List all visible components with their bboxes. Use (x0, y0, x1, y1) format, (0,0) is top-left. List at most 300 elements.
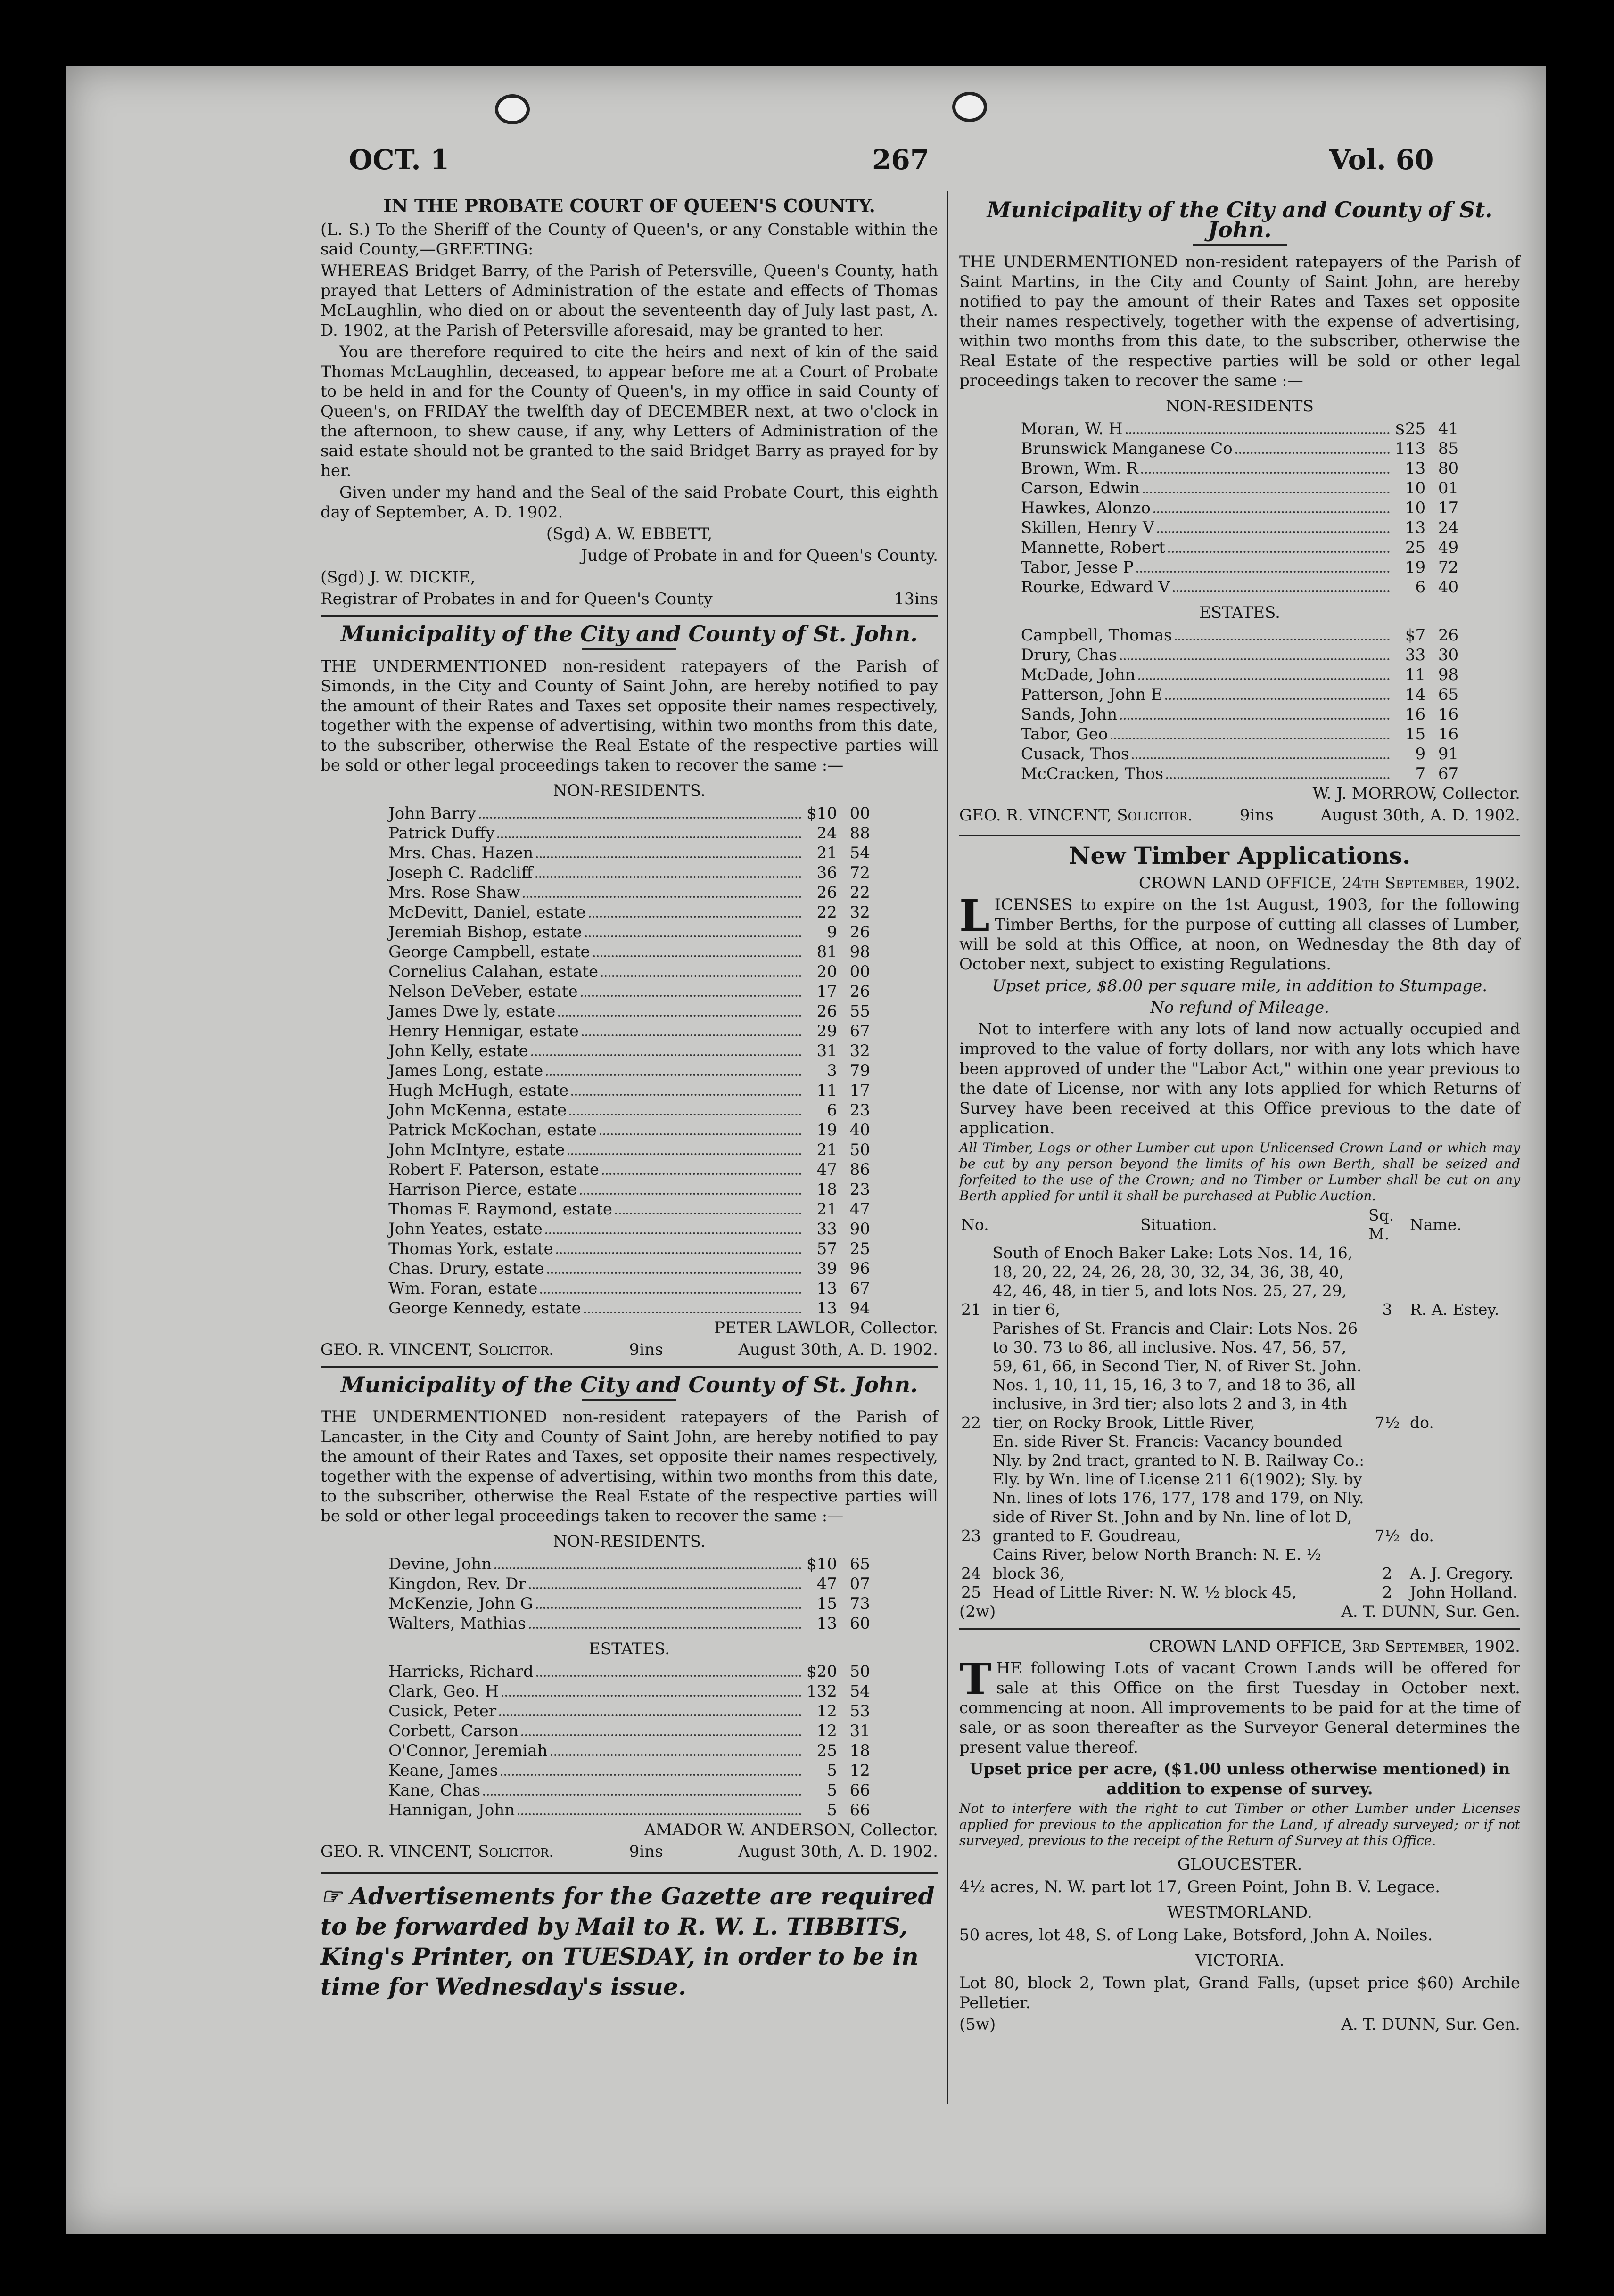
list-item (1021, 625, 1458, 645)
column-header: No. (961, 1215, 989, 1234)
ratepayer-name: Thomas F. Raymond, estate (388, 1200, 612, 1219)
amount-cents: 26 (849, 982, 870, 1001)
amount-cents: 55 (849, 1002, 870, 1021)
leader-dots (1153, 511, 1390, 513)
amount-dollars: 9 (1415, 745, 1426, 763)
insertion-count: 9ins (629, 1842, 663, 1861)
amount-cents: 23 (849, 1101, 870, 1120)
amount-dollars: 15 (816, 1594, 837, 1613)
right-column (959, 193, 1520, 2034)
amount-dollars: 39 (816, 1259, 837, 1278)
amount-dollars: 15 (1405, 725, 1426, 744)
table-row (959, 1545, 1520, 1583)
ratepayer-name: Hugh McHugh, estate (388, 1081, 569, 1100)
timber-notice (959, 835, 1520, 1622)
insertion-tag: (5w) (959, 2015, 996, 2034)
list-item (388, 1199, 870, 1219)
estates-list (1021, 625, 1458, 784)
amount-dollars: 24 (816, 824, 837, 843)
ratepayer-name: Thomas York, estate (388, 1239, 553, 1258)
leader-dots (536, 856, 801, 858)
column-header: Name. (1410, 1215, 1462, 1234)
upset-price: Upset price per acre, ($1.00 unless otherwise mentioned) in addition to expense of survey. (969, 1760, 1510, 1798)
list-item (388, 843, 870, 863)
list-item (388, 1180, 870, 1199)
amount-cents: 24 (1438, 518, 1459, 537)
ratepayer-name: Patrick Duffy (388, 824, 495, 843)
ratepayer-name: Robert F. Paterson, estate (388, 1160, 600, 1179)
amount-cents: 54 (849, 844, 870, 862)
ratepayer-name: Hannigan, John (388, 1801, 515, 1820)
leader-dots (501, 1774, 801, 1776)
ratepayer-name: George Kennedy, estate (388, 1299, 581, 1318)
collector: PETER LAWLOR, Collector. (714, 1319, 938, 1337)
volume-number: Vol. 60 (1329, 144, 1434, 176)
leader-dots (531, 1054, 801, 1056)
notice-intro: THE UNDERMENTIONED non-resident ratepayers of the Parish of Saint Martins, in the City and County of Saint John, are hereby notified to pay the amount of their Rates and Taxes set opposite their names respectively, together with the expense of advertising, within two months from this date, to the subscriber, otherwise the Real Estate of the respective parties will be sold or other legal proceedings taken to recover the same :— (959, 253, 1520, 390)
insertion-count: 13ins (894, 590, 938, 608)
amount-dollars: 11 (1405, 665, 1426, 684)
surveyor-general: A. T. DUNN, Sur. Gen. (1341, 1602, 1520, 1621)
advertising-notice: ☞ Advertisements for the Gazette are required to be forwarded by Mail to R. W. L. TIBBITS, King's Printer, on TUESDAY, in order to be in time for Wednesday's issue. (321, 1872, 938, 2002)
ratepayer-name: Henry Hennigar, estate (388, 1022, 579, 1041)
timber-paragraph: ICENSES to expire on the 1st August, 1903, for the following Timber Berths, for the purpose of cutting all classes of Lumber, will be sold at this Office, at noon, on Wednesday the 8th day of October next, subject to existing Regulations. (959, 895, 1520, 974)
amount-cents: 26 (849, 923, 870, 942)
list-item (1021, 558, 1458, 577)
leader-dots (1126, 432, 1390, 434)
amount-cents: 85 (1438, 439, 1459, 458)
amount-cents: 86 (849, 1160, 870, 1179)
amount-cents: 31 (849, 1722, 870, 1740)
ratepayer-name: Tabor, Geo (1021, 725, 1108, 744)
amount-dollars: 21 (816, 1200, 837, 1219)
probate-address: (L. S.) To the Sheriff of the County of Queen's, or any Constable within the said County,—GREETING: (321, 220, 938, 259)
applicant-name: R. A. Estey. (1410, 1300, 1499, 1319)
leader-dots (568, 1153, 801, 1155)
amount-cents: 60 (849, 1614, 870, 1633)
list-item (1021, 439, 1458, 459)
amount-cents: 94 (849, 1299, 870, 1318)
amount-cents: 54 (849, 1682, 870, 1701)
ratepayer-name: George Campbell, estate (388, 943, 590, 961)
collector: AMADOR W. ANDERSON, Collector. (644, 1820, 938, 1839)
ratepayer-name: Mrs. Rose Shaw (388, 883, 520, 902)
amount-cents: 96 (849, 1259, 870, 1278)
list-item (388, 1041, 870, 1061)
leader-dots (523, 896, 801, 898)
amount-cents: 66 (849, 1801, 870, 1820)
list-heading: NON-RESIDENTS. (553, 781, 706, 800)
list-item (388, 1800, 870, 1820)
list-item (388, 982, 870, 1001)
list-item (388, 1761, 870, 1780)
amount-cents: 91 (1438, 745, 1459, 763)
amount-dollars: 81 (816, 943, 837, 961)
ratepayer-name: John Barry (388, 804, 476, 823)
amount-dollars: 17 (816, 982, 837, 1001)
ratepayer-name: John McKenna, estate (388, 1101, 567, 1120)
amount-dollars: 26 (816, 1002, 837, 1021)
ratepayer-name: Harrison Pierce, estate (388, 1180, 577, 1199)
ratepayer-list (388, 804, 870, 1318)
leader-dots (494, 1567, 801, 1569)
amount-dollars: 19 (1405, 558, 1426, 577)
ratepayer-name: Brown, Wm. R (1021, 459, 1138, 478)
notice-intro: THE UNDERMENTIONED non-resident ratepayers of the Parish of Lancaster, in the City and County of Saint John, are hereby notified to pay the amount of their Rates and Taxes, set opposite their names respectively, together with the expense of advertising, within two months from this date, to the subscriber, otherwise the Real Estate of the respective parties will be sold or other legal proceedings taken to recover the same :— (321, 1408, 938, 1525)
square-miles: 2 (1382, 1564, 1392, 1583)
ratepayer-name: James Dwe ly, estate (388, 1002, 556, 1021)
berth-number: 24 (961, 1564, 981, 1583)
amount-cents: 67 (1438, 764, 1459, 783)
list-heading: ESTATES. (588, 1640, 670, 1658)
amount-dollars: 26 (816, 883, 837, 902)
notice-intro: THE UNDERMENTIONED non-resident ratepayers of the Parish of Simonds, in the City and County of Saint John, are hereby notified to pay the amount of their Rates and Taxes set opposite their names respectively, together with the expense of advertising, within two months from this date, to the subscriber, otherwise the Real Estate of the respective parties will be sold or other legal proceedings taken to recover the same :— (321, 657, 938, 775)
ratepayer-name: Drury, Chas (1021, 646, 1117, 664)
amount-dollars: 31 (816, 1041, 837, 1060)
leader-dots (584, 1312, 801, 1313)
amount-dollars: 132 (806, 1682, 837, 1701)
amount-cents: 01 (1438, 479, 1459, 498)
ratepayer-name: Cusick, Peter (388, 1702, 497, 1721)
leader-dots (1120, 658, 1390, 660)
table-row (959, 1319, 1520, 1432)
leader-dots (593, 955, 801, 957)
amount-cents: 88 (849, 824, 870, 843)
amount-dollars: 12 (816, 1722, 837, 1740)
list-item (388, 1219, 870, 1239)
column-header: Sq. M. (1368, 1206, 1394, 1243)
ratepayer-name: Patterson, John E (1021, 685, 1163, 704)
list-item (388, 1001, 870, 1021)
ratepayer-name: John Yeates, estate (388, 1220, 543, 1238)
list-item (1021, 744, 1458, 764)
leader-dots (547, 1272, 801, 1274)
timber-paragraph: Not to interfere with any lots of land now actually occupied and improved to the value of forty dollars, nor with any lots which have been approved of under the "Labor Act," within one year previous to the date of License, nor with any lots applied for which Returns of Survey have been received at this Office previous to the date of application. (959, 1020, 1520, 1138)
list-item (1021, 724, 1458, 744)
ratepayer-name: Cusack, Thos (1021, 745, 1129, 763)
upset-price: Upset price, $8.00 per square mile, in addition to Stumpage. (992, 976, 1488, 995)
list-item (388, 883, 870, 902)
amount-dollars: 36 (816, 863, 837, 882)
amount-dollars: 13 (1405, 518, 1426, 537)
crown-lands-notice (959, 1628, 1520, 2034)
list-item (388, 1239, 870, 1259)
amount-cents: 98 (849, 943, 870, 961)
column-header: Situation. (1140, 1215, 1217, 1234)
leader-dots (521, 1734, 801, 1736)
list-item (388, 1061, 870, 1081)
list-item (388, 1681, 870, 1701)
ratepayer-name: Carson, Edwin (1021, 479, 1140, 498)
amount-cents: 40 (1438, 578, 1459, 597)
list-item (388, 1259, 870, 1279)
amount-dollars: 12 (816, 1702, 837, 1721)
lancaster-notice (321, 1366, 938, 1861)
timber-title: New Timber Applications. (959, 835, 1520, 866)
table-row (959, 1432, 1520, 1545)
judge-signature: (Sgd) A. W. EBBETT, (546, 525, 713, 543)
amount-dollars: 33 (816, 1220, 837, 1238)
ratepayer-name: Mrs. Chas. Hazen (388, 844, 534, 862)
leader-dots (546, 1074, 801, 1076)
list-item (388, 1120, 870, 1140)
insertion-tag: (2w) (959, 1602, 996, 1621)
amount-cents: 98 (1438, 665, 1459, 684)
ratepayer-name: Patrick McKochan, estate (388, 1121, 597, 1140)
list-item (1021, 665, 1458, 685)
land-lot: 50 acres, lot 48, S. of Long Lake, Botsford, John A. Noiles. (959, 1926, 1433, 1944)
leader-dots (571, 1094, 801, 1096)
list-item (1021, 459, 1458, 478)
list-item (1021, 538, 1458, 558)
leader-dots (540, 1292, 801, 1294)
list-item (1021, 645, 1458, 665)
ratepayer-name: Tabor, Jesse P (1021, 558, 1134, 577)
amount-cents: 16 (1438, 705, 1459, 724)
list-item (388, 1721, 870, 1741)
solicitor: GEO. R. VINCENT, Solicitor. (321, 1842, 554, 1861)
leader-dots (615, 1213, 801, 1214)
list-item (1021, 577, 1458, 597)
ratepayer-name: McDevitt, Daniel, estate (388, 903, 586, 922)
amount-dollars: $10 (806, 1555, 837, 1574)
page-number: 267 (872, 144, 930, 176)
ratepayer-list (388, 1554, 870, 1633)
ratepayer-name: Moran, W. H (1021, 419, 1123, 438)
list-item (388, 863, 870, 883)
ratepayer-list (1021, 419, 1458, 597)
amount-dollars: 9 (827, 923, 837, 942)
ratepayer-name: Walters, Mathias (388, 1614, 526, 1633)
county-heading: WESTMORLAND. (1167, 1903, 1312, 1922)
ratepayer-name: Mannette, Robert (1021, 538, 1165, 557)
list-item (388, 1554, 870, 1574)
list-item (388, 1594, 870, 1614)
square-miles: 3 (1382, 1300, 1392, 1319)
berth-situation: Cains River, below North Branch: N. E. ½ block 36, (992, 1545, 1321, 1583)
list-heading: NON-RESIDENTS. (553, 1532, 706, 1551)
amount-dollars: 33 (1405, 646, 1426, 664)
probate-title: IN THE PROBATE COURT OF QUEEN'S COUNTY. (383, 195, 875, 216)
amount-dollars: 20 (816, 962, 837, 981)
amount-dollars: 47 (816, 1574, 837, 1593)
registrar-signature: (Sgd) J. W. DICKIE, (321, 568, 476, 587)
amount-dollars: $7 (1405, 626, 1426, 645)
amount-cents: 41 (1438, 419, 1459, 438)
applicant-name: do. (1410, 1413, 1434, 1432)
amount-cents: 67 (849, 1279, 870, 1298)
leader-dots (580, 1193, 801, 1195)
square-miles: 7½ (1375, 1526, 1400, 1545)
ratepayer-name: Cornelius Calahan, estate (388, 962, 599, 981)
amount-dollars: 21 (816, 1140, 837, 1159)
list-item (388, 1021, 870, 1041)
amount-cents: 26 (1438, 626, 1459, 645)
no-refund: No refund of Mileage. (1150, 998, 1329, 1017)
leader-dots (1157, 531, 1390, 533)
ratepayer-name: Nelson DeVeber, estate (388, 982, 578, 1001)
leader-dots (529, 1587, 801, 1589)
leader-dots (1136, 571, 1390, 573)
leader-dots (545, 1232, 801, 1234)
left-column (321, 193, 938, 2002)
list-item (1021, 518, 1458, 538)
leader-dots (1165, 698, 1390, 700)
probate-notice (321, 196, 938, 609)
leader-dots (602, 1173, 801, 1175)
ratepayer-name: Harricks, Richard (388, 1662, 534, 1681)
square-miles: 2 (1382, 1583, 1392, 1601)
leader-dots (1141, 472, 1390, 474)
ratepayer-name: Kane, Chas (388, 1781, 481, 1800)
timber-berths-table (959, 1206, 1520, 1602)
amount-dollars: 13 (816, 1614, 837, 1633)
list-item (388, 1662, 870, 1681)
probate-paragraph: WHEREAS Bridget Barry, of the Parish of Petersville, Queen's County, hath prayed that Letters of Administration of the estate and effects of Thomas McLaughlin, who died on or about the seventeenth day of July last past, A. D. 1902, at the Parish of Petersville aforesaid, may be granted to her. (321, 262, 938, 340)
amount-cents: 49 (1438, 538, 1459, 557)
amount-cents: 72 (1438, 558, 1459, 577)
probate-paragraph: Given under my hand and the Seal of the said Probate Court, this eighth day of September, A. D. 1902. (321, 483, 938, 522)
leader-dots (601, 975, 801, 977)
leader-dots (1138, 678, 1390, 680)
binding-hole (495, 94, 530, 124)
amount-dollars: 47 (816, 1160, 837, 1179)
amount-cents: 12 (849, 1761, 870, 1780)
registrar-title: Registrar of Probates in and for Queen's County (321, 590, 713, 608)
leader-dots (1120, 718, 1390, 720)
table-row (959, 1583, 1520, 1602)
amount-cents: 53 (849, 1702, 870, 1721)
insertion-count: 9ins (629, 1340, 663, 1359)
amount-dollars: $10 (806, 804, 837, 823)
list-item (388, 1140, 870, 1160)
leader-dots (518, 1813, 801, 1815)
notice-title: Municipality of the City and County of St. John. (987, 197, 1493, 242)
leader-dots (1166, 777, 1390, 779)
leader-dots (1175, 639, 1390, 640)
amount-cents: 73 (849, 1594, 870, 1613)
amount-dollars: 25 (816, 1741, 837, 1760)
amount-cents: 65 (1438, 685, 1459, 704)
leader-dots (589, 916, 801, 918)
list-item (1021, 419, 1458, 439)
surveyor-general: A. T. DUNN, Sur. Gen. (1341, 2015, 1520, 2034)
column-divider (947, 191, 948, 2104)
probate-paragraph: You are therefore required to cite the heirs and next of kin of the said Thomas McLaughlin, deceased, to appear before me at a Court of Probate to be held in and for the County of Queen's, in my office in said County of Queen's, on FRIDAY the twelfth day of DECEMBER next, at two o'clock in the afternoon, to shew cause, if any, why Letters of Administration of the said estate should not be granted to the said Bridget Barry as prayed for by her. (321, 343, 938, 480)
amount-cents: 66 (849, 1781, 870, 1800)
leader-dots (1132, 757, 1390, 759)
amount-dollars: 13 (1405, 459, 1426, 478)
list-item (388, 922, 870, 942)
leader-dots (582, 1034, 801, 1036)
amount-cents: 67 (849, 1022, 870, 1041)
list-item (388, 804, 870, 823)
list-item (388, 1160, 870, 1180)
list-item (388, 1574, 870, 1594)
berth-number: 21 (961, 1300, 981, 1319)
berth-situation: Head of Little River: N. W. ½ block 45, (992, 1583, 1297, 1601)
amount-dollars: 29 (816, 1022, 837, 1041)
amount-cents: 90 (849, 1220, 870, 1238)
amount-cents: 80 (1438, 459, 1459, 478)
collector: W. J. MORROW, Collector. (1312, 784, 1520, 803)
leader-dots (499, 1714, 801, 1716)
amount-cents: 17 (1438, 499, 1459, 517)
amount-dollars: 6 (827, 1101, 837, 1120)
amount-dollars: 113 (1395, 439, 1426, 458)
leader-dots (536, 1675, 801, 1677)
amount-dollars: 5 (827, 1801, 837, 1820)
issue-date: OCT. 1 (349, 144, 450, 176)
amount-cents: 22 (849, 883, 870, 902)
amount-dollars: 5 (827, 1761, 837, 1780)
crown-note: Not to interfere with the right to cut Timber or other Lumber under Licenses applied for previous to the application for the Land, if already surveyed; or if not surveyed, previous to the receipt of the Return of Survey at this Office. (959, 1801, 1520, 1848)
leader-dots (551, 1754, 801, 1756)
saint-martins-notice (959, 197, 1520, 825)
leader-dots (569, 1114, 801, 1115)
square-miles: 7½ (1375, 1413, 1400, 1432)
amount-dollars: 11 (816, 1081, 837, 1100)
berth-number: 25 (961, 1583, 981, 1601)
amount-dollars: 19 (816, 1121, 837, 1140)
list-item (1021, 478, 1458, 498)
leader-dots (556, 1252, 801, 1254)
amount-cents: 79 (849, 1061, 870, 1080)
insertion-count: 9ins (1239, 806, 1274, 825)
solicitor: GEO. R. VINCENT, Solicitor. (959, 806, 1193, 825)
ratepayer-name: Keane, James (388, 1761, 498, 1780)
leader-dots (483, 1794, 801, 1796)
leader-dots (479, 817, 801, 819)
leader-dots (1173, 590, 1390, 592)
amount-dollars: 57 (816, 1239, 837, 1258)
amount-dollars: 13 (816, 1299, 837, 1318)
gazette-page (66, 66, 1546, 2234)
amount-cents: 07 (849, 1574, 870, 1593)
notice-date: August 30th, A. D. 1902. (738, 1340, 938, 1359)
notice-date: August 30th, A. D. 1902. (738, 1842, 938, 1861)
list-item (388, 1741, 870, 1761)
amount-dollars: 25 (1405, 538, 1426, 557)
ratepayer-name: Wm. Foran, estate (388, 1279, 538, 1298)
ratepayer-name: Chas. Drury, estate (388, 1259, 544, 1278)
berth-situation: En. side River St. Francis: Vacancy bounded Nly. by 2nd tract, granted to N. B. Railway Co.: Ely. by Wn. line of License 211 6(1902); Sly. by Nn. lines of lots 176, 177, 178 and 179, on Nly. side of River St. John and by Nn. line of lot D, granted to F. Goudreau, (992, 1432, 1365, 1545)
leader-dots (497, 836, 801, 838)
amount-cents: 32 (849, 1041, 870, 1060)
list-item (388, 1614, 870, 1633)
amount-cents: 16 (1438, 725, 1459, 744)
ratepayer-name: Skillen, Henry V (1021, 518, 1154, 537)
ratepayer-name: John McIntyre, estate (388, 1140, 565, 1159)
amount-dollars: 13 (816, 1279, 837, 1298)
amount-dollars: $25 (1395, 419, 1426, 438)
ratepayer-name: McDade, John (1021, 665, 1136, 684)
ratepayer-name: Campbell, Thomas (1021, 626, 1172, 645)
leader-dots (536, 1607, 801, 1609)
amount-dollars: $20 (806, 1662, 837, 1681)
applicant-name: do. (1410, 1526, 1434, 1545)
leader-dots (1143, 492, 1390, 493)
amount-dollars: 6 (1415, 578, 1426, 597)
list-item (1021, 685, 1458, 705)
simonds-notice (321, 615, 938, 1360)
list-item (388, 1081, 870, 1100)
amount-dollars: 3 (827, 1061, 837, 1080)
ratepayer-name: Devine, John (388, 1555, 492, 1574)
list-item (388, 1780, 870, 1800)
notice-title: Municipality of the City and County of St. John. (321, 1366, 938, 1394)
amount-cents: 65 (849, 1555, 870, 1574)
